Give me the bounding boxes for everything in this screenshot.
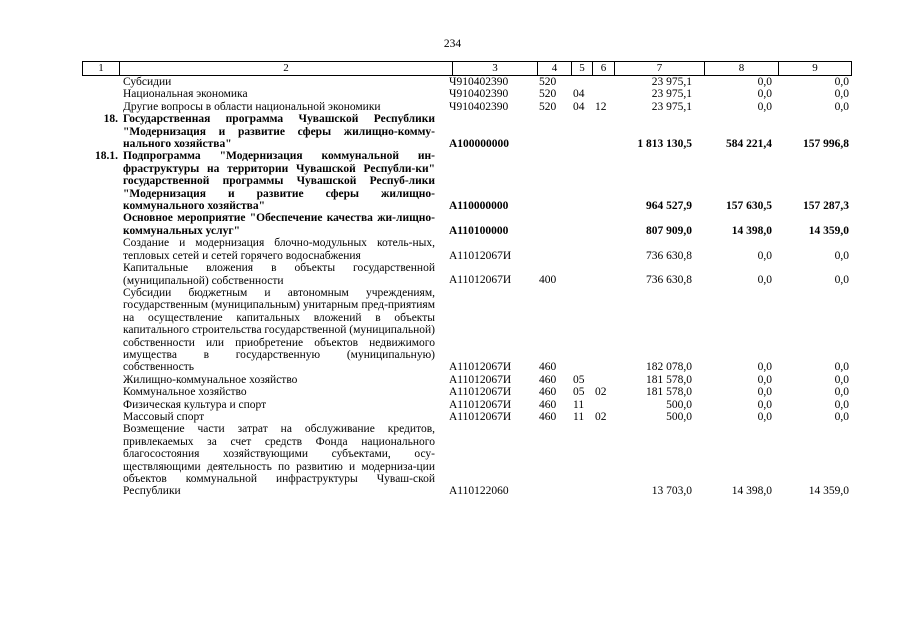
- table-row: [82, 423, 852, 497]
- subsection: 12: [595, 100, 607, 113]
- amount-col-8: 0,0: [757, 249, 772, 262]
- target-code: Ч910402390: [449, 88, 509, 101]
- target-code: A11012067И: [449, 274, 512, 287]
- row-description: Создание и модернизация блочно-модульных котель-ных, тепловых сетей и сетей горячего водоснабжения: [123, 237, 435, 262]
- amount-col-8: 0,0: [757, 361, 772, 374]
- target-code: A110000000: [449, 200, 509, 213]
- row-description: Основное мероприятие "Обеспечение качества жи-лищно-коммунальных услуг": [123, 212, 435, 237]
- amount-col-9: 0,0: [834, 100, 849, 113]
- section: 05: [573, 386, 585, 399]
- amount-col-9: 14 359,0: [808, 224, 849, 237]
- header-col-7: 7: [614, 62, 704, 75]
- expense-type: 400: [539, 274, 557, 287]
- expense-type: 520: [539, 88, 557, 101]
- amount-col-8: 0,0: [757, 88, 772, 101]
- header-col-9: 9: [778, 62, 851, 75]
- amount-col-7: 23 975,1: [651, 100, 692, 113]
- row-description: Подпрограмма "Модернизация коммунальной ин-фраструктуры на территории Чувашской Республи-ки" государственной программы Чувашской Респуб-лики "Модернизация и развитие сферы жилищно-коммунального хозяйства": [123, 150, 435, 213]
- expense-type: 520: [539, 76, 557, 88]
- amount-col-9: 0,0: [834, 398, 849, 411]
- expense-type: 460: [539, 373, 557, 386]
- row-description: Коммунальное хозяйство: [123, 386, 247, 399]
- row-description: Другие вопросы в области национальной экономики: [123, 100, 381, 113]
- amount-col-8: 0,0: [757, 386, 772, 399]
- amount-col-8: 14 398,0: [731, 224, 772, 237]
- target-code: A11012067И: [449, 249, 512, 262]
- amount-col-7: 23 975,1: [651, 88, 692, 101]
- section: 04: [573, 88, 585, 101]
- header-col-4: 4: [537, 62, 571, 75]
- amount-col-7: 500,0: [666, 410, 692, 423]
- expense-type: 520: [539, 100, 557, 113]
- amount-col-9: 0,0: [834, 373, 849, 386]
- expense-type: 460: [539, 361, 557, 374]
- target-code: Ч910402390: [449, 76, 509, 88]
- amount-col-8: 0,0: [757, 373, 772, 386]
- target-code: A110122060: [449, 485, 509, 498]
- amount-col-9: 0,0: [834, 249, 849, 262]
- table-row: [82, 76, 852, 88]
- table-row: [82, 101, 852, 113]
- amount-col-8: 14 398,0: [731, 485, 772, 498]
- target-code: A11012067И: [449, 386, 512, 399]
- section: 11: [573, 398, 585, 411]
- table-row: [82, 113, 852, 150]
- expense-type: 460: [539, 386, 557, 399]
- table-row: [82, 150, 852, 212]
- amount-col-9: 0,0: [834, 410, 849, 423]
- target-code: A110100000: [449, 224, 509, 237]
- expense-type: 460: [539, 398, 557, 411]
- amount-col-8: 157 630,5: [726, 200, 772, 213]
- amount-col-7: 736 630,8: [646, 249, 692, 262]
- table-row: [82, 374, 852, 386]
- target-code: Ч910402390: [449, 100, 509, 113]
- table-row: [82, 88, 852, 100]
- row-description: Национальная экономика: [123, 88, 248, 101]
- row-description: Государственная программа Чувашской Республики "Модернизация и развитие сферы жилищно-комму-нального хозяйства": [123, 113, 435, 151]
- row-number: 18.: [103, 113, 118, 126]
- target-code: A11012067И: [449, 373, 512, 386]
- section: 04: [573, 100, 585, 113]
- header-col-5: 5: [571, 62, 592, 75]
- amount-col-7: 736 630,8: [646, 274, 692, 287]
- amount-col-9: 0,0: [834, 274, 849, 287]
- row-number: 18.1.: [95, 150, 118, 163]
- table-row: [82, 287, 852, 374]
- amount-col-8: 0,0: [757, 76, 772, 88]
- page-number: 234: [443, 38, 462, 50]
- table-row: [82, 262, 852, 287]
- amount-col-9: 0,0: [834, 361, 849, 374]
- section: 05: [573, 373, 585, 386]
- row-description: Жилищно-коммунальное хозяйство: [123, 373, 298, 386]
- table-row: [82, 399, 852, 411]
- table-row: [82, 411, 852, 423]
- row-description: Субсидии бюджетным и автономным учреждениям, государственным (муниципальным) унитарным пред-приятиям на осуществление капитальных вложений в объекты капитального строительства государственной (муниципальной) собственности или приобретение объектов недвижимого имущества в государственную (муниципальную) собственность: [123, 286, 435, 374]
- expense-type: 460: [539, 410, 557, 423]
- budget-table: [82, 61, 852, 498]
- amount-col-8: 0,0: [757, 100, 772, 113]
- amount-col-7: 181 578,0: [646, 386, 692, 399]
- target-code: A11012067И: [449, 410, 512, 423]
- row-description: Физическая культура и спорт: [123, 398, 267, 411]
- amount-col-8: 0,0: [757, 274, 772, 287]
- amount-col-8: 0,0: [757, 410, 772, 423]
- target-code: A11012067И: [449, 398, 512, 411]
- section: 11: [573, 410, 585, 423]
- amount-col-9: 0,0: [834, 76, 849, 88]
- amount-col-7: 1 813 130,5: [637, 138, 692, 151]
- table-row: [82, 237, 852, 262]
- amount-col-7: 181 578,0: [646, 373, 692, 386]
- amount-col-9: 0,0: [834, 386, 849, 399]
- subsection: 02: [595, 410, 607, 423]
- row-description: Массовый спорт: [123, 410, 205, 423]
- header-col-3: 3: [452, 62, 537, 75]
- row-description: Капитальные вложения в объекты государственной (муниципальной) собственности: [123, 262, 435, 287]
- amount-col-7: 807 909,0: [646, 224, 692, 237]
- subsection: 02: [595, 386, 607, 399]
- header-col-1: 1: [98, 62, 104, 74]
- amount-col-7: 23 975,1: [651, 76, 692, 88]
- row-description: Субсидии: [123, 76, 172, 88]
- amount-col-9: 157 996,8: [803, 138, 849, 151]
- row-description: Возмещение части затрат на обслуживание кредитов, привлекаемых за счет средств Фонда национального благосостояния хозяйствующими субъектами, осу-ществляющими деятельность по развитию и модерниза-ции объектов коммунальной инфраструктуры Чуваш-ской Республики: [123, 423, 435, 498]
- amount-col-7: 500,0: [666, 398, 692, 411]
- header-col-8: 8: [704, 62, 778, 75]
- amount-col-7: 964 527,9: [646, 200, 692, 213]
- table-row: [82, 386, 852, 398]
- amount-col-8: 0,0: [757, 398, 772, 411]
- amount-col-7: 182 078,0: [646, 361, 692, 374]
- amount-col-7: 13 703,0: [651, 485, 692, 498]
- table-row: [82, 212, 852, 237]
- amount-col-8: 584 221,4: [726, 138, 772, 151]
- header-col-2: 2: [119, 62, 452, 75]
- table-body: [82, 76, 852, 498]
- amount-col-9: 14 359,0: [808, 485, 849, 498]
- amount-col-9: 0,0: [834, 88, 849, 101]
- table-header: [82, 61, 852, 76]
- target-code: A100000000: [449, 138, 510, 151]
- header-col-6: 6: [592, 62, 614, 75]
- amount-col-9: 157 287,3: [803, 200, 849, 213]
- target-code: A11012067И: [449, 361, 512, 374]
